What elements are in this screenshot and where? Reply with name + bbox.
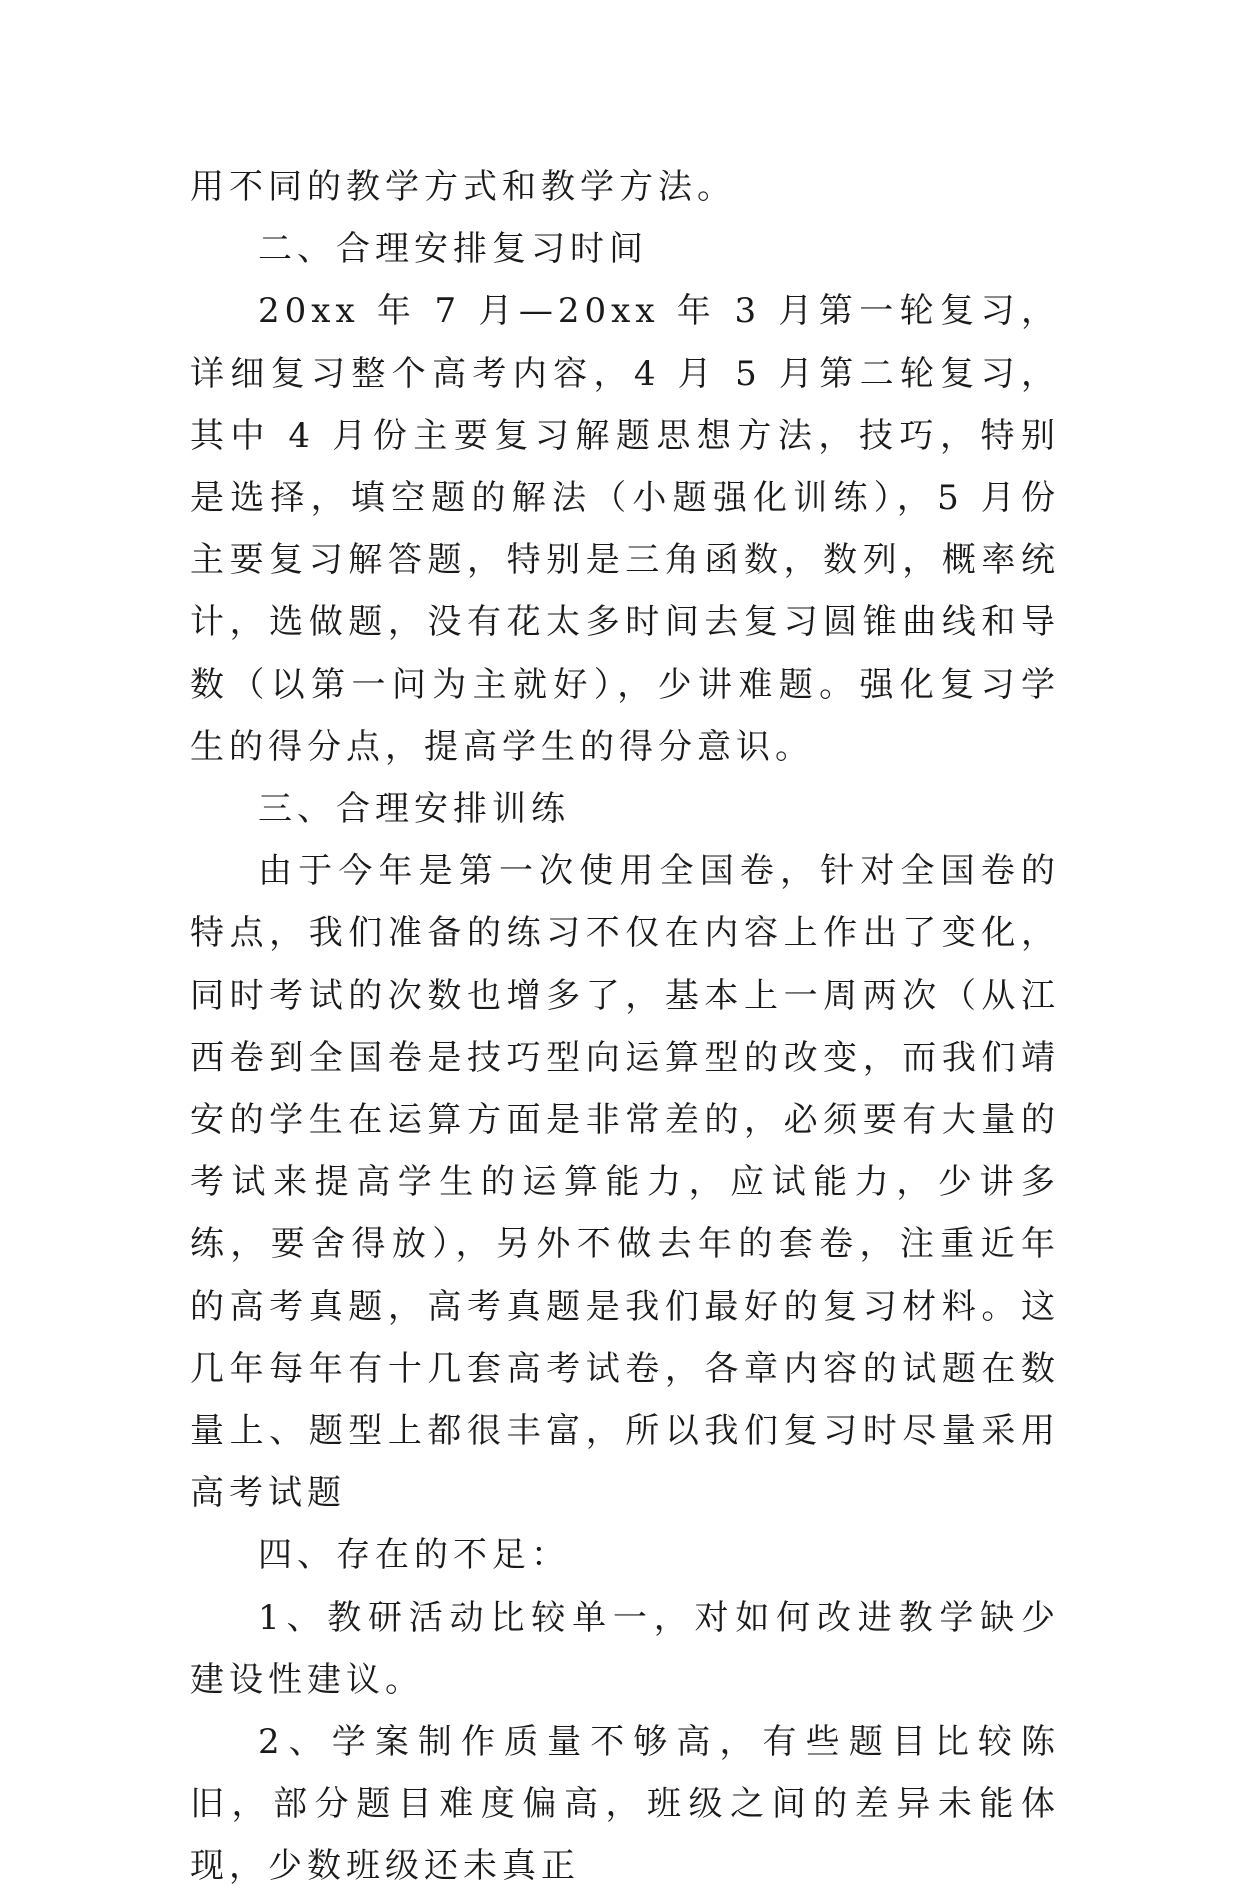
- document-body: [190, 156, 1060, 1898]
- paragraph-continuation: 用不同的教学方式和教学方法。: [190, 167, 736, 207]
- paragraph-shortcoming-2: 2、学案制作质量不够高，有些题目比较陈旧，部分题目难度偏高，班级之间的差异未能体现，少数班级还未真正: [190, 1722, 1060, 1887]
- section-heading-training: 三、合理安排训练: [258, 789, 570, 830]
- section-heading-shortcomings: 四、存在的不足：: [258, 1535, 570, 1576]
- section-heading-review-schedule: 二、合理安排复习时间: [258, 229, 648, 270]
- paragraph-review-schedule: 20xx 年 7 月—20xx 年 3 月第一轮复习，详细复习整个高考内容，4 月 5 月第二轮复习，其中 4 月份主要复习解题思想方法，技巧，特别是选择，填空题的解法（小题强化训练），5 月份主要复习解答题，特别是三角函数，数列，概率统计，选做题，没有花太多时间去复习圆锥曲线和导数（以第一问为主就好），少讲难题。强化复习学生的得分点，提高学生的得分意识。: [190, 291, 1060, 767]
- paragraph-shortcoming-1: 1、教研活动比较单一，对如何改进教学缺少建设性建议。: [190, 1597, 1060, 1700]
- paragraph-training: 由于今年是第一次使用全国卷，针对全国卷的特点，我们准备的练习不仅在内容上作出了变化，同时考试的次数也增多了，基本上一周两次（从江西卷到全国卷是技巧型向运算型的改变，而我们靖安的学生在运算方面是非常差的，必须要有大量的考试来提高学生的运算能力，应试能力，少讲多练，要舍得放），另外不做去年的套卷，注重近年的高考真题，高考真题是我们最好的复习材料。这几年每年有十几套高考试卷，各章内容的试题在数量上、题型上都很丰富，所以我们复习时尽量采用高考试题: [190, 851, 1060, 1514]
